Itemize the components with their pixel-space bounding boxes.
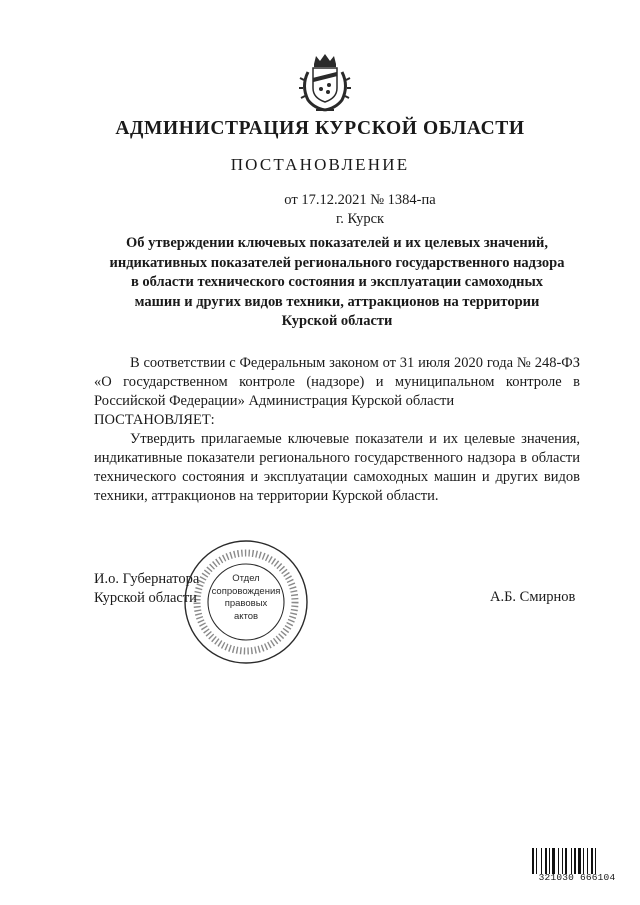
- title-line: Об утверждении ключевых показателей и их целевых значений,: [125, 235, 549, 251]
- decree-word: ПОСТАНОВЛЯЕТ:: [94, 412, 215, 428]
- document-date-number: от 17.12.2021 № 1384-па: [284, 192, 436, 208]
- barcode-number: 321030 666104: [538, 872, 616, 883]
- document-city: г. Курск: [335, 211, 385, 227]
- coat-of-arms-icon: [296, 52, 354, 114]
- stamp-line: Отдел: [232, 573, 260, 584]
- signatory-name: А.Б. Смирнов: [490, 589, 576, 605]
- signatory-position-line: Курской области: [94, 590, 197, 606]
- stamp-line: актов: [233, 610, 259, 622]
- document-body: [94, 354, 580, 506]
- title-line: Курской области: [281, 313, 393, 330]
- body-paragraph: В соответствии с Федеральным законом от 31 июля 2020 года № 248-ФЗ «О государственном контроле (надзоре) и муниципальном контроле в Российской Федерации» Администрация Курской области: [94, 355, 580, 409]
- document-type: ПОСТАНОВЛЕНИЕ: [230, 155, 410, 174]
- document-title: [96, 234, 578, 332]
- stamp-line: сопровождения: [211, 585, 281, 597]
- stamp-line: правовых: [224, 598, 268, 609]
- body-paragraph: Утвердить прилагаемые ключевые показатели и их целевые значения, индикативные показатели регионального государственного надзора в области технического состояния и эксплуатации самоходных машин и других видов техники, аттракционов на территории Курской области.: [94, 431, 580, 504]
- signatory-position-line: И.о. Губернатора: [94, 571, 200, 587]
- title-line: в области технического состояния и эксплуатации самоходных: [130, 274, 544, 291]
- stamp-text: [210, 573, 282, 623]
- title-line: машин и других видов техники, аттракционов на территории: [134, 293, 540, 310]
- organization-name: АДМИНИСТРАЦИЯ КУРСКОЙ ОБЛАСТИ: [115, 118, 525, 139]
- barcode-icon: [532, 848, 622, 874]
- title-line: индикативных показателей регионального государственного надзора: [109, 254, 565, 271]
